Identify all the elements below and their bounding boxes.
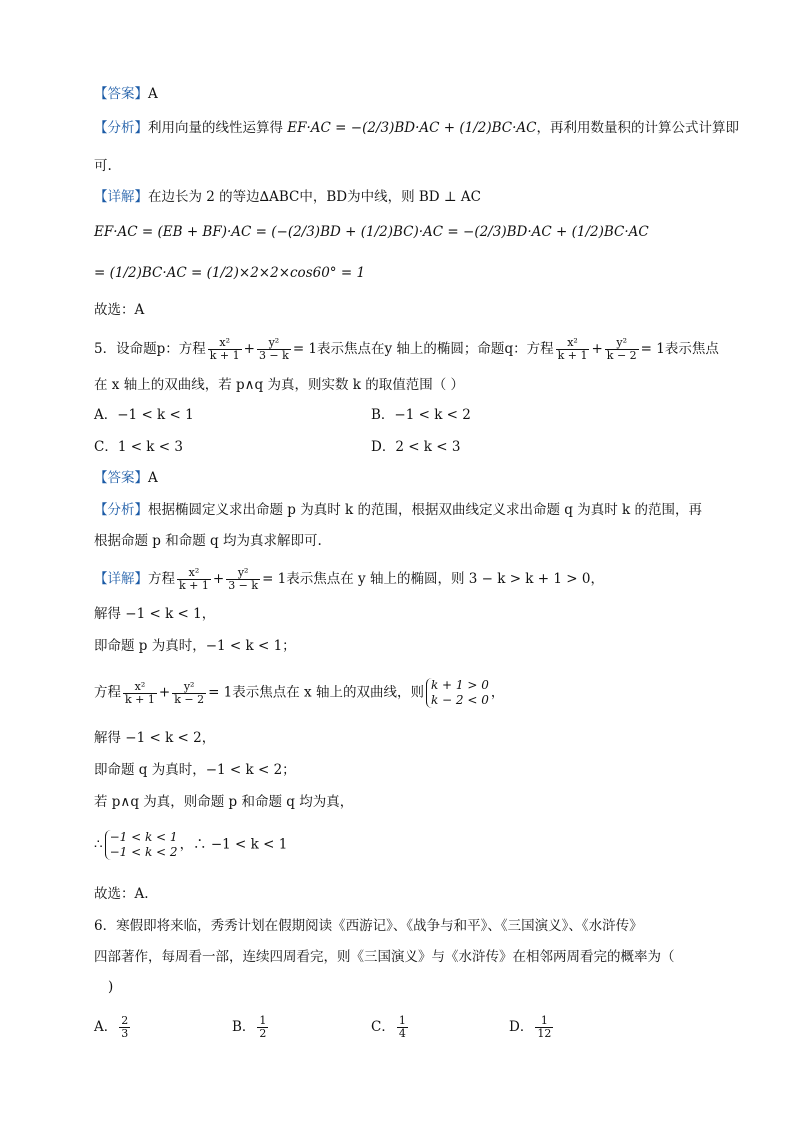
detail-text: = 1表示焦点在 y 轴上的椭圆，则 3 − k > k + 1 > 0， [262, 571, 604, 587]
question-6-line3: ) [108, 979, 114, 995]
fraction-num: 1 [535, 1015, 553, 1028]
fraction [257, 337, 291, 362]
detail-text: ，∴ −1 < k < 1 [179, 836, 288, 853]
option-label: B． [232, 1019, 256, 1035]
fraction-den: 2 [259, 1027, 267, 1040]
option-label: C． [371, 1019, 395, 1035]
analysis-text: 根据椭圆定义求出命题 p 为真时 k 的范围，根据双曲线定义求出命题 q 为真时 k 的范围，再 [148, 502, 702, 518]
detail-tag: 【详解】 [94, 571, 148, 587]
fraction-num: x² [123, 681, 157, 694]
detail-text: = 1表示焦点在 x 轴上的双曲线，则 [208, 684, 424, 701]
q5-option-c: C．1 < k < 3 [94, 439, 183, 455]
fraction-num: 1 [398, 1014, 406, 1027]
q5-option-b: B．−1 < k < 2 [371, 407, 471, 423]
answer-tag: 【答案】 [94, 86, 148, 102]
fraction-den: 3 − k [228, 579, 259, 592]
answer-tag: 【答案】 [94, 470, 148, 486]
q6-option-d [509, 1015, 555, 1040]
detail-text: 方程 [94, 684, 121, 701]
fraction-den: k − 2 [174, 692, 205, 706]
detail-5-line3: 即命题 p 为真时，−1 < k < 1； [94, 638, 296, 654]
fraction [226, 567, 260, 592]
fraction-num: y² [172, 681, 206, 694]
detail-5-line5: 解得 −1 < k < 2， [94, 730, 216, 746]
analysis-text-post: ，再利用数量积的计算公式计算即 [536, 120, 739, 136]
fraction-num: x² [208, 337, 242, 350]
detail-text: 方程 [148, 571, 175, 587]
fraction [397, 1015, 408, 1040]
fraction [119, 1015, 130, 1040]
answer-4 [94, 84, 158, 104]
fraction-den: k + 1 [209, 349, 240, 362]
question-6-line2: 四部著作，每周看一部，连续四周看完，则《三国演义》与《水浒传》在相邻两周看完的概率为（ [94, 949, 675, 965]
detail-5-line1: 【详解】方程 $\frac{\text{x²}}{k + 1}$ + $\frac{\text{y²}}{3 - k}$ = 1表示焦点在 y 轴上的椭圆，则 3 − k > k + 1 > 0， [94, 566, 604, 592]
fraction [556, 337, 590, 362]
q6-option-a [94, 1015, 132, 1040]
fraction-den: 3 − k [258, 349, 289, 362]
q5-text-b: p：方程 [156, 341, 206, 357]
answer-value: A [148, 470, 158, 486]
option-label: D． [509, 1019, 534, 1035]
detail-5-line7: 若 p∧q 为真，则命题 p 和命题 q 均为真， [94, 794, 354, 810]
analysis-formula: EF·AC = −(2/3)BD·AC + (1/2)BC·AC [287, 120, 537, 136]
fraction-num: 2 [121, 1014, 129, 1027]
q5-option-d: D．2 < k < 3 [371, 439, 461, 455]
fraction-num: y² [257, 337, 291, 350]
q5-text-f: 表示焦点 [664, 341, 719, 357]
fraction-num: x² [177, 567, 211, 580]
fraction-num: y² [226, 567, 260, 580]
fraction [605, 337, 639, 362]
fraction [208, 337, 242, 362]
fraction-num: y² [605, 337, 639, 350]
answer-5 [94, 468, 158, 488]
detail-5-line8 [94, 830, 287, 860]
fraction-den: 12 [537, 1027, 552, 1040]
question-5-line1: 5．设命题p：方程 $\frac{\text{x²}}{k + 1}$ + $\frac{\text{y²}}{3 - k}$ = 1表示焦点在y 轴上的椭圆；命题q：方程 $\frac{\text{x²}}{k + 1}$ + $\frac{\text{y²}}{k - 2}$ = 1表示焦点 [94, 336, 719, 362]
analysis-tag: 【分析】 [94, 502, 148, 518]
analysis-5 [94, 500, 702, 520]
detail-text: ， [490, 684, 505, 701]
fraction-den: k + 1 [125, 692, 155, 706]
choose-5: 故选：A. [94, 886, 149, 902]
analysis-4 [94, 118, 739, 138]
inequality: k + 1 > 0 [430, 678, 489, 692]
detail-5-line6: 即命题 q 为真时，−1 < k < 2； [94, 762, 296, 778]
q5-option-a: A．−1 < k < 1 [94, 407, 194, 423]
detail-5-line4: 方程 $\frac{\text{x²}}{k + 1}$ + $\frac{\text{y²}}{k - 2}$ = 1表示焦点在 x 轴上的双曲线，则 k + 1 > 0 k − 2 < 0 ， [94, 678, 505, 707]
answer-value: A [148, 86, 158, 102]
equals-one: = 1 [640, 341, 665, 357]
question-5-line2: 在 x 轴上的双曲线，若 p∧q 为真，则实数 k 的取值范围（ ） [94, 377, 464, 393]
fraction [123, 681, 157, 706]
choose-4: 故选：A [94, 302, 145, 318]
inequality: −1 < k < 1 [109, 830, 178, 844]
inequality: k − 2 < 0 [430, 693, 489, 707]
q5-text-c: 表示焦点在 [317, 341, 385, 357]
analysis-4-cont: 可. [94, 158, 112, 174]
fraction-den: k + 1 [179, 579, 209, 592]
q5-text-a: 5．设命题 [94, 341, 157, 357]
q5-text-e: q：方程 [504, 341, 554, 357]
fraction-num: 1 [259, 1014, 267, 1027]
q6-option-b [232, 1015, 270, 1040]
detail-4-eq2: = (1/2)BC·AC = (1/2)×2×2×cos60° = 1 [94, 265, 366, 281]
analysis-text-pre: 利用向量的线性运算得 [148, 120, 283, 136]
inequality-system [105, 830, 178, 860]
inequality: −1 < k < 2 [109, 845, 178, 859]
detail-5-line2: 解得 −1 < k < 1， [94, 606, 216, 622]
fraction-den: k − 2 [606, 349, 637, 362]
inequality-system [426, 678, 489, 708]
detail-tag: 【详解】 [94, 189, 148, 205]
fraction-den: k + 1 [557, 349, 588, 362]
fraction-den: 4 [398, 1027, 406, 1040]
option-label: A． [94, 1019, 118, 1035]
analysis-tag: 【分析】 [94, 120, 148, 136]
equals-one: = 1 [292, 341, 318, 357]
fraction [257, 1015, 268, 1040]
fraction-num: x² [556, 337, 590, 350]
analysis-5-cont: 根据命题 p 和命题 q 均为真求解即可. [94, 533, 322, 549]
detail-4 [94, 187, 481, 207]
therefore-symbol: ∴ [94, 836, 103, 853]
fraction [172, 681, 206, 706]
question-6-line1: 6．寒假即将来临，秀秀计划在假期阅读《西游记》、《战争与和平》、《三国演义》、《水浒传》 [94, 918, 643, 934]
fraction [535, 1015, 553, 1040]
detail-4-eq1: EF·AC = (EB + BF)·AC = (−(2/3)BD + (1/2)BC)·AC = −(2/3)BD·AC + (1/2)BC·AC [94, 224, 649, 240]
fraction [177, 567, 211, 592]
q6-option-c [371, 1015, 410, 1040]
detail-text: 在边长为 2 的等边∆ABC中，BD为中线，则 BD ⊥ AC [148, 189, 481, 205]
fraction-den: 3 [121, 1027, 129, 1040]
q5-text-d: y 轴上的椭圆；命题 [384, 341, 505, 357]
